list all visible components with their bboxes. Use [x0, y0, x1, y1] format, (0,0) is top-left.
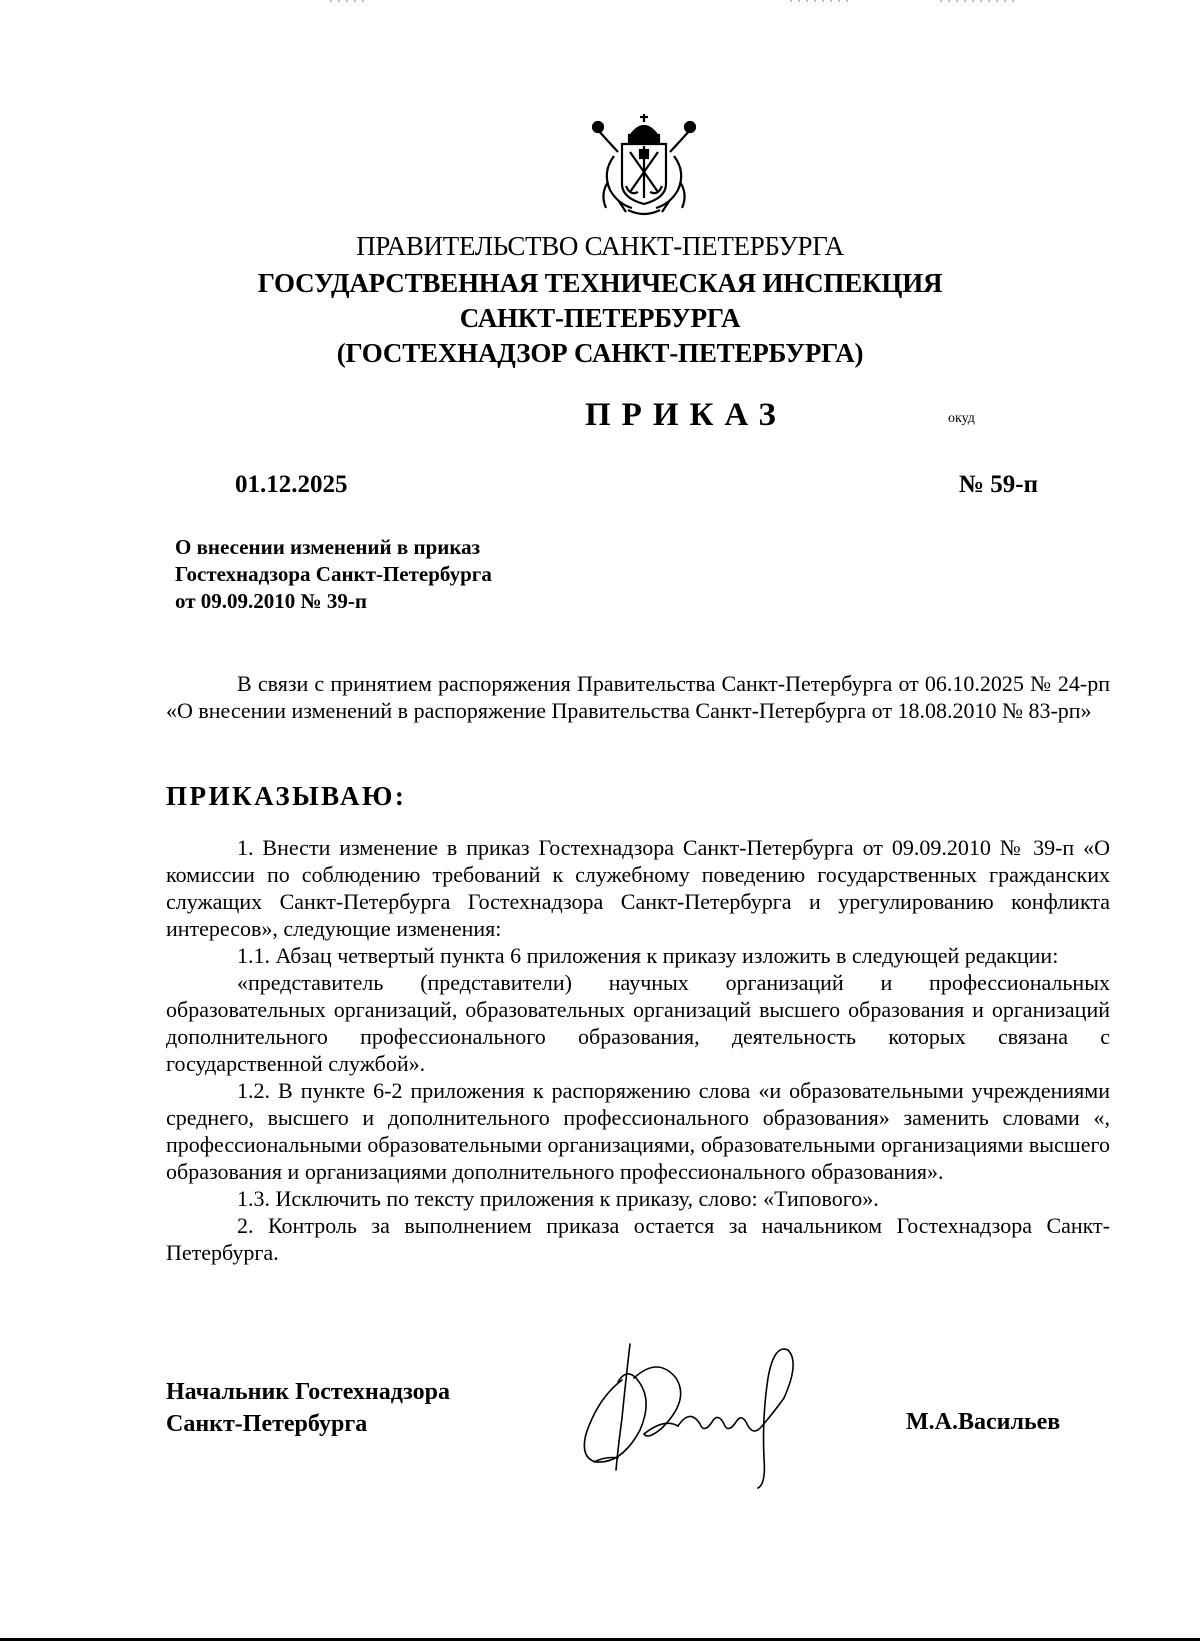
order-item-1-1: 1.1. Абзац четвертый пункта 6 приложения к приказу изложить в следующей редакции: [237, 943, 1059, 968]
document-subject [175, 534, 492, 615]
signatory-title-line: Санкт-Петербурга [166, 1411, 368, 1437]
preamble-text: В связи с принятием распоряжения Правительства Санкт-Петербурга от 06.10.2025 № 24-рп «О внесении изменений в распоряжение Правительства Санкт-Петербурга от 18.08.2010 № 83-рп» [166, 671, 1110, 723]
document-type: ПРИКАЗ [585, 397, 787, 433]
subject-line: от 09.09.2010 № 39-п [175, 589, 367, 613]
order-items [166, 834, 1110, 1266]
order-item-2: 2. Контроль за выполнением приказа остается за начальником Гостехнадзора Санкт-Петербурга. [166, 1213, 1110, 1265]
document-date: 01.12.2025 [235, 471, 348, 498]
agency-name-line: САНКТ-ПЕТЕРБУРГА [459, 303, 741, 333]
order-item-1: 1. Внести изменение в приказ Гостехнадзора Санкт-Петербурга от 09.09.2010 № 39-п «О комиссии по соблюдению требований к служебному поведению государственных гражданских служащих Санкт-Петербурга Гостехнадзора Санкт-Петербурга и урегулированию конфликта интересов», следующие изменения: [166, 835, 1110, 941]
subject-line: Гостехнадзора Санкт-Петербурга [175, 562, 492, 586]
government-name: ПРАВИТЕЛЬСТВО САНКТ-ПЕТЕРБУРГА [356, 231, 844, 261]
order-item-1-3: 1.3. Исключить по тексту приложения к приказу, слово: «Типового». [237, 1186, 879, 1211]
agency-name-line: (ГОСТЕХНАДЗОР САНКТ-ПЕТЕРБУРГА) [336, 338, 864, 368]
handwritten-signature [578, 1338, 828, 1494]
scan-artifact [330, 0, 1030, 4]
agency-name-line: ГОСУДАРСТВЕННАЯ ТЕХНИЧЕСКАЯ ИНСПЕКЦИЯ [257, 268, 943, 298]
signatory-title [166, 1376, 450, 1440]
preamble-block [166, 670, 1110, 724]
document-number: № 59-п [958, 471, 1038, 498]
order-item-1-2: 1.2. В пункте 6-2 приложения к распоряжению слова «и образовательными учреждениями среднего, высшего и дополнительного профессионального образования» заменить словами «, профессиональными образовательными организациями, образовательными организациями высшего образования и организациями дополнительного профессионального образования». [166, 1078, 1110, 1184]
subject-line: О внесении изменений в приказ [175, 535, 481, 559]
signatory-title-line: Начальник Гостехнадзора [166, 1379, 450, 1405]
coat-of-arms-icon [588, 112, 700, 218]
order-word: ПРИКАЗЫВАЮ: [166, 781, 407, 811]
order-item-1-1-quote: «представитель (представители) научных организаций и профессиональных образовательных организаций, образовательных организаций высшего образования и организаций дополнительного профессионального образования, деятельность которых связана с государственной службой». [166, 970, 1110, 1076]
okud-label: окуд [948, 411, 975, 426]
agency-name [0, 266, 1200, 371]
signatory-name: М.А.Васильев [906, 1409, 1061, 1435]
